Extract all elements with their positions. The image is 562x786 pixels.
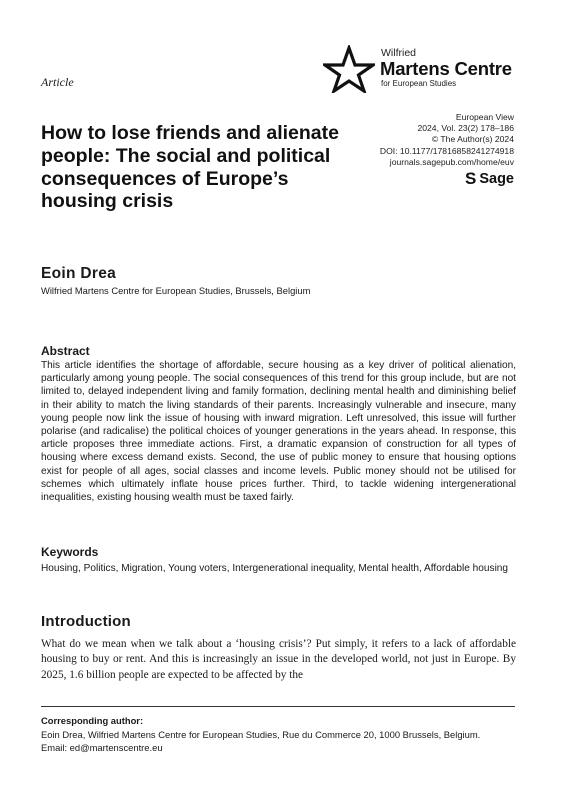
corresponding-author-address: Eoin Drea, Wilfried Martens Centre for European Studies, Rue du Commerce 20, 1000 Brussels, Belgium. [41,729,481,740]
sage-logo [465,169,514,189]
logo-top-text: Wilfried [381,47,417,59]
article-title: How to lose friends and alienate people: The social and political consequences of Europe’s housing crisis [41,122,339,213]
corresponding-author-email[interactable]: Email: ed@martenscentre.eu [41,741,163,753]
author-affiliation: Wilfried Martens Centre for European Studies, Brussels, Belgium [41,285,311,296]
author-name: Eoin Drea [41,265,117,282]
abstract-heading: Abstract [41,344,90,358]
footnote-divider [41,706,515,707]
logo-subtitle: for European Studies [381,79,457,88]
corresponding-author-heading: Corresponding author: [41,715,144,726]
abstract-text: This article identifies the shortage of affordable, secure housing as a key driver of political alienation, particularly among young people. The social consequences of this trend for this group include, but are not limited to, delayed independent living and family formation, declining mental health and diminishing belief in their ability to match the living standards of their parents. Increasingly vulnerable and insecure, many young people now link the issue of housing with inward migration. Left unresolved, this issue will further polarise (and radicalise) the political choices of younger generations in the years ahead. In response, this article proposes three immediate actions. First, a dramatic expansion of construction for all types of housing where excess demand exists. Second, the use of public money to ensure that housing options exist for people of all ages, social classes and income levels. Public money should not be utilised for schemes which ultimately inflate house prices further. Third, to tackle widening intergenerational inequalities, existing housing wealth must be taxed fairly. [41,360,516,504]
journal-name: European View [455,112,514,122]
copyright: © The Author(s) 2024 [431,134,514,145]
introduction-heading: Introduction [41,613,131,630]
keywords-heading: Keywords [41,545,99,559]
introduction-text: What do we mean when we talk about a ‘housing crisis’? Put simply, it refers to a lack of affordable housing to buy or rent. And this is increasingly an issue in the developed world, not just in Europe. By 2025, 1.6 billion people are expected to be affected by the [41,638,516,681]
corresponding-author-details [41,729,480,754]
journal-url-link[interactable]: journals.sagepub.com/home/euv [389,156,514,167]
publisher-name: Sage [479,171,514,187]
article-type-label: Article [41,75,74,89]
sage-s-icon: S [464,169,477,188]
logo-name: Martens Centre [380,58,512,79]
journal-metadata [380,112,514,168]
martens-centre-logo [323,45,523,95]
keywords-text: Housing, Politics, Migration, Young voters, Intergenerational inequality, Mental health, Affordable housing [41,563,509,574]
doi-link[interactable]: DOI: 10.1177/17816858241274918 [379,145,514,156]
star-logo-icon [323,45,375,93]
journal-volume: 2024, Vol. 23(2) 178–186 [417,123,514,134]
